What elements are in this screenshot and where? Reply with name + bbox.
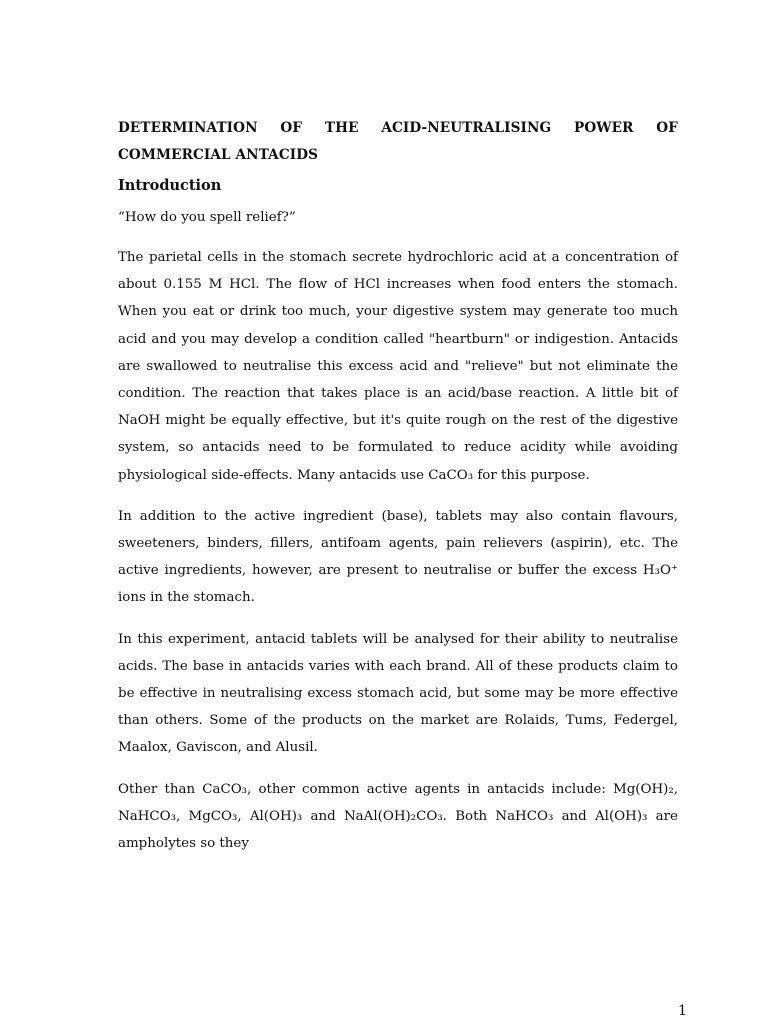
document-title: DETERMINATION OF THE ACID-NEUTRALISING POWER OF COMMERCIAL ANTACIDS [118,120,678,163]
page-content [118,115,678,871]
paragraph-3: In this experiment, antacid tablets will be analysed for their ability to neutralise acids. The base in antacids varies with each brand. All of these products claim to be effective in neutralising excess stomach acid, but some may be more effective than others. Some of the products on the market are Rolaids, Tums, Federgel, Maalox, Gaviscon, and Alusil. [118,631,678,756]
paragraph-1: The parietal cells in the stomach secrete hydrochloric acid at a concentration of about 0.155 M HCl. The flow of HCl increases when food enters the stomach. When you eat or drink too much, your digestive system may generate too much acid and you may develop a condition called "heartburn" or indigestion. Antacids are swallowed to neutralise this excess acid and "relieve" but not eliminate the condition. The reaction that takes place is an acid/base reaction. A little bit of NaOH might be equally effective, but it's quite rough on the rest of the digestive system, so antacids need to be formulated to reduce acidity while avoiding physiological side-effects. Many antacids use CaCO₃ for this purpose. [118,250,678,483]
paragraph-2: In addition to the active ingredient (base), tablets may also contain flavours, sweeteners, binders, fillers, antifoam agents, pain relievers (aspirin), etc. The active ingredients, however, are present to neutralise or buffer the excess H₃O⁺ ions in the stomach. [118,508,678,606]
page-number: 1 [678,1003,687,1019]
paragraph-4: Other than CaCO₃, other common active agents in antacids include: Mg(OH)₂, NaHCO₃, MgCO₃, Al(OH)₃ and NaAl(OH)₂CO₃. Both NaHCO₃ and Al(OH)₃ are ampholytes so they [118,781,678,852]
intro-quote: “How do you spell relief?” [118,210,296,225]
section-heading-introduction: Introduction [118,177,222,194]
